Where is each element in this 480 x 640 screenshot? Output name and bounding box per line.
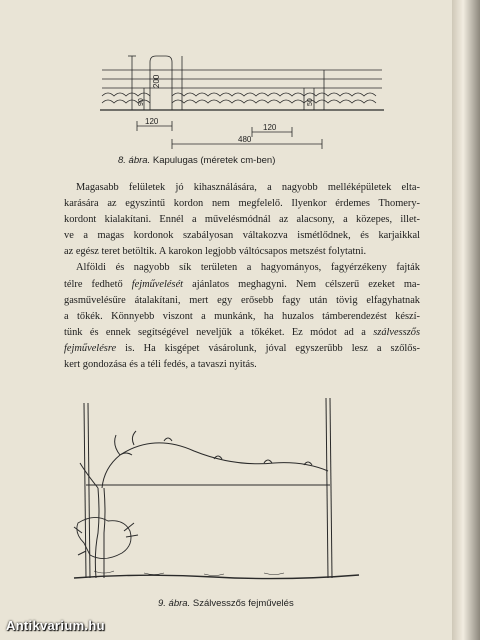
dim-120-right: 120 <box>263 123 277 132</box>
figure-9-drawing <box>64 393 364 593</box>
text-line: fejművelésre is. Ha kisgépet vásárolunk, jóval egyszerűbb lesz a szőlős- <box>64 342 420 354</box>
text-line: tünk és ennek segítségével neveljük a tőkéket. Ez módot ad a szálvesszős <box>64 326 420 338</box>
figure-8-caption <box>118 155 275 166</box>
paragraph-2 <box>64 260 420 373</box>
figure-9-caption <box>158 598 294 609</box>
figure-9-number: 9. ábra. <box>158 598 191 609</box>
dim-90: 90 <box>138 98 145 106</box>
text-line: Alföldi és nagyobb sík területen a hagyományos, fagyérzékeny fajták <box>76 262 420 274</box>
text-line: az egész teret betöltik. A karokon legjobb váltócsapos metszést folytatni. <box>64 246 367 258</box>
dim-50: 50 <box>307 98 314 106</box>
text-line: a tőkék. Könnyebb viszont a munkánk, ha huzalos támberendezést készí- <box>64 310 420 322</box>
text-line: kordont kialakítani. Ennél a művelésmódnál az alacsony, a közepes, illet- <box>64 214 420 226</box>
dim-480: 480 <box>238 135 252 144</box>
text-line: kert gondozása és a téli fedés, a tavaszi nyitás. <box>64 359 257 371</box>
dim-200: 200 <box>152 74 161 88</box>
text-line: karására az egyszintű kordon nem megfelelő. Ilyenkor érdemes Thomery- <box>64 198 420 210</box>
text-line: gasművelésűre átalakítani, mert egy erősebb fagy után tövig elfagyhatnak <box>64 294 420 306</box>
figure-8-number: 8. ábra. <box>118 155 151 166</box>
body-text <box>64 180 420 373</box>
page-edge <box>452 0 480 640</box>
figure-9-title: Szálvesszős fejművelés <box>192 598 294 609</box>
text-line: télre fedhető fejművelését ajánlatos meghagyni. Nem célszerű ezeket ma- <box>64 278 420 290</box>
text-line: Magasabb felületek jó kihasználására, a nagyobb melléképületek elta- <box>76 182 420 193</box>
text-line: ve a magas kordonok szabályosan váltakozva ismétlődnek, és karjaikkal <box>64 230 420 242</box>
figure-8-drawing <box>92 48 392 158</box>
dim-120-left: 120 <box>145 117 159 126</box>
paragraph-1 <box>64 180 420 260</box>
watermark-logo: Antikvarium.hu <box>6 618 105 633</box>
figure-8-title: Kapulugas (méretek cm-ben) <box>152 155 276 166</box>
